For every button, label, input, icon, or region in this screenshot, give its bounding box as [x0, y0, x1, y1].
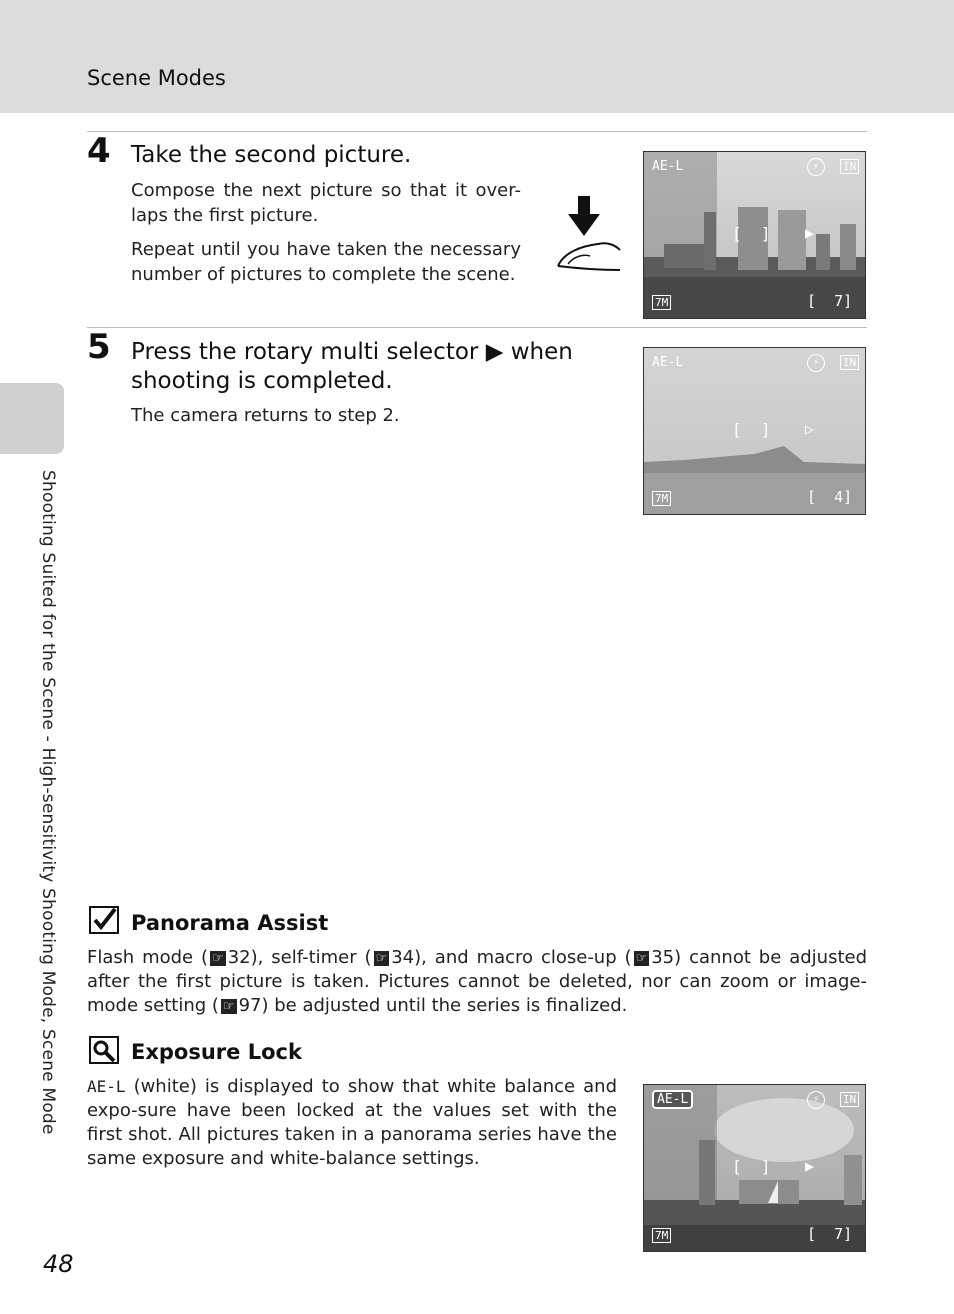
step-paragraph: Compose the next picture so that it over-laps the first picture.	[131, 180, 521, 226]
image-mode-indicator: 7M	[652, 491, 671, 506]
pan-direction-arrow-icon: ▶	[805, 224, 815, 242]
step-title: Take the second picture.	[131, 142, 412, 168]
monitor-overlay-1	[649, 157, 860, 313]
flash-off-icon: ⚡	[807, 158, 825, 176]
step-title-part: Press the rotary multi selector	[131, 339, 479, 365]
shutter-press-icon	[554, 194, 626, 276]
pan-direction-arrow-icon: ▷	[805, 420, 815, 438]
right-arrow-icon: ▶	[485, 339, 504, 365]
note-body: Flash mode ( ☞ 32), self-timer ( ☞ 34), and macro close-up ( ☞ 35) cannot be adjusted after the first picture is taken. Pictures cannot be deleted, nor can zoom or image-mode setting ( ☞ 97) be adjusted until the series is finalized.	[87, 947, 868, 1016]
internal-memory-indicator: IN	[840, 159, 859, 174]
step-body	[131, 178, 521, 296]
exposures-remaining: [ 7]	[807, 292, 853, 310]
step-paragraph: The camera returns to step 2.	[131, 405, 400, 426]
focus-brackets: [ ]	[732, 420, 771, 439]
image-mode-indicator: 7M	[652, 295, 671, 310]
monitor-overlay-3	[649, 1090, 860, 1246]
reference-icon: ☞	[635, 951, 648, 966]
step-number: 4	[87, 131, 111, 171]
header-band	[0, 0, 954, 113]
step-paragraph: Repeat until you have taken the necessary number of pictures to complete the scene.	[131, 239, 521, 285]
step-title-part: when shooting is completed.	[131, 339, 573, 394]
reference-icon: ☞	[375, 951, 388, 966]
step-title	[131, 338, 616, 396]
internal-memory-indicator: IN	[840, 1092, 859, 1107]
ae-lock-indicator: AE-L	[652, 1090, 693, 1109]
note-title: Panorama Assist	[131, 911, 329, 935]
ae-lock-indicator: AE-L	[652, 355, 684, 370]
side-tab	[0, 383, 64, 454]
step-number: 5	[87, 327, 111, 367]
reference-icon: ☞	[222, 999, 235, 1014]
ae-lock-icon: AE-L	[87, 1077, 126, 1096]
ae-lock-indicator: AE-L	[652, 159, 684, 174]
pan-direction-arrow-icon: ▶	[805, 1157, 815, 1175]
divider	[87, 327, 867, 328]
flash-off-icon: ⚡	[807, 1091, 825, 1109]
exposures-remaining: [ 4]	[807, 488, 853, 506]
tip-note-icon	[89, 1036, 119, 1064]
reference-icon: ☞	[212, 951, 224, 966]
section-title: Scene Modes	[87, 66, 226, 90]
page-number: 48	[43, 1250, 74, 1278]
focus-brackets: [ ]	[732, 1157, 771, 1176]
note-body: AE-L (white) is displayed to show that white balance and expo-sure have been locked at the values set with the first shot. All pictures taken in a panorama series have the same exposure and white-balance settings.	[87, 1076, 617, 1169]
side-tab-text: Shooting Suited for the Scene - High-sensitivity Shooting Mode, Scene Mode	[38, 470, 58, 1135]
monitor-overlay-2	[649, 353, 860, 509]
internal-memory-indicator: IN	[840, 355, 859, 370]
image-mode-indicator: 7M	[652, 1228, 671, 1243]
divider	[87, 131, 867, 132]
note-title: Exposure Lock	[131, 1040, 302, 1064]
flash-off-icon: ⚡	[807, 354, 825, 372]
step-body	[131, 403, 551, 437]
exposures-remaining: [ 7]	[807, 1225, 853, 1243]
check-note-icon	[89, 906, 119, 934]
focus-brackets: [ ]	[732, 224, 771, 243]
